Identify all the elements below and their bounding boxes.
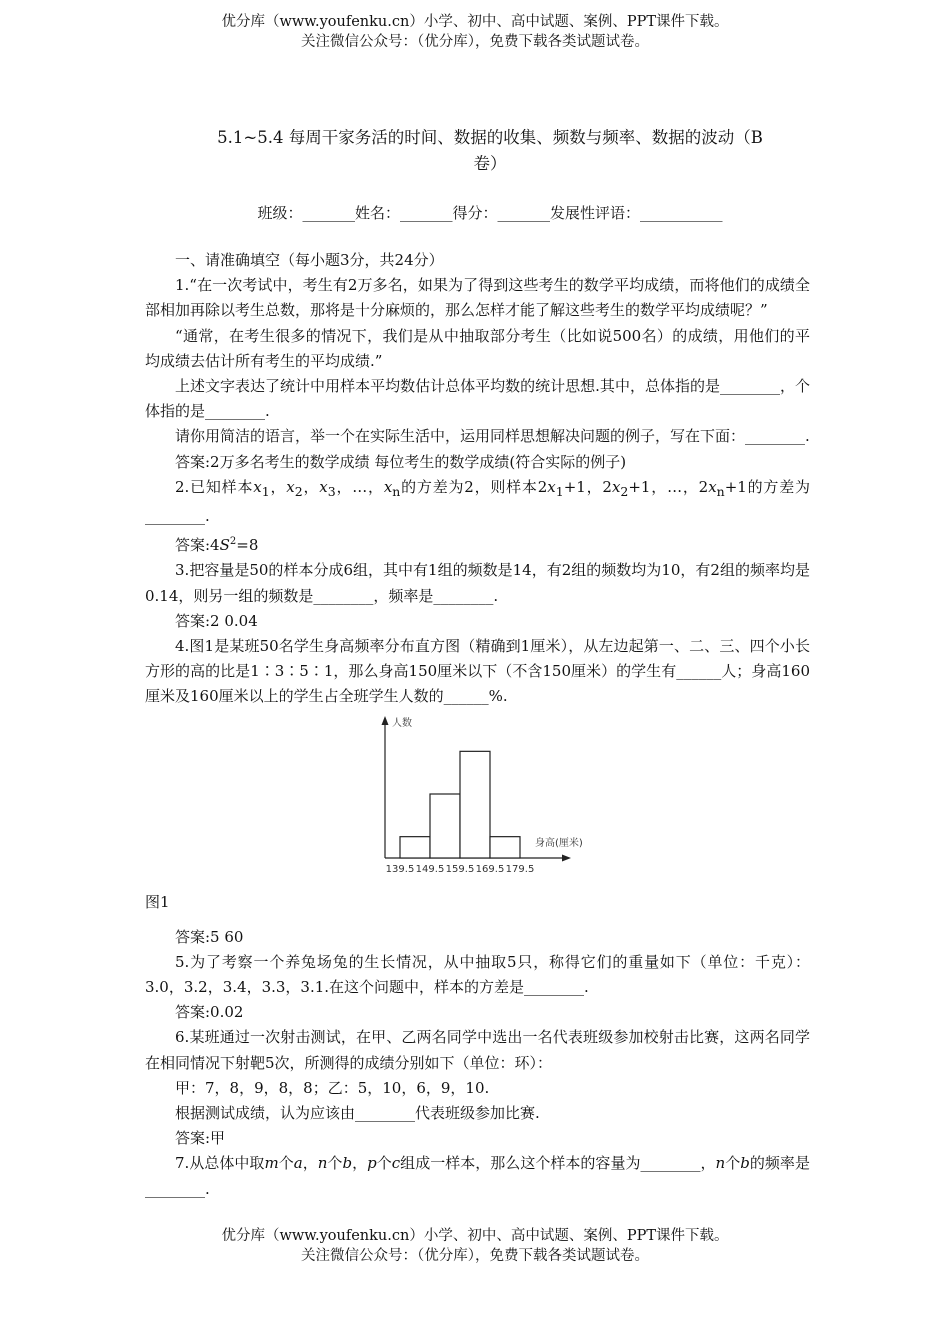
q6-question: 6.某班通过一次射击测试，在甲、乙两名同学中选出一名代表班级参加校射击比赛，这两名同学在相同情况下射靶5次，所测得的成绩分别如下（单位：环）： — [145, 1028, 810, 1072]
section-heading: 一、请准确填空（每小题3分，共24分） — [175, 251, 444, 269]
histogram-bar-2 — [430, 794, 460, 858]
q7-question: 7.从总体中取m个a，n个b，p个c组成一样本，那么这个样本的容量为________，n个b的频率是________. — [145, 1154, 810, 1198]
y-axis-arrow — [382, 716, 389, 725]
question-body — [145, 248, 810, 1202]
q6-ask: 根据测试成绩，认为应该由________代表班级参加比赛. — [175, 1104, 540, 1123]
q1-paragraph-2: “通常，在考生很多的情况下，我们是从中抽取部分考生（比如说500名）的成绩，用他们的平均成绩去估计所有考生的平均成绩.” — [145, 326, 810, 370]
student-info-line: 班级：_______姓名：_______得分：_______发展性评语：___________ — [257, 204, 723, 222]
height-histogram — [375, 714, 605, 874]
x-tick-label: 179.5 — [505, 863, 535, 874]
title-line-1: 5.1~5.4 每周干家务活的时间、数据的收集、频数与频率、数据的波动（B — [217, 128, 763, 147]
x-axis-arrow — [562, 854, 571, 861]
q6-scores: 甲：7，8，9，8，8；乙：5，10，6，9，10. — [175, 1078, 490, 1097]
histogram-bar-3 — [460, 751, 490, 858]
q3-answer: 答案:2 0.04 — [175, 611, 258, 630]
x-tick-label: 139.5 — [385, 863, 415, 874]
page-header-top — [0, 12, 950, 52]
histogram-figure — [145, 710, 810, 925]
y-axis-label: 人数 — [392, 717, 412, 729]
q1-paragraph-4: 请你用简洁的语言，举一个在实际生活中，运用同样思想解决问题的例子，写在下面：________. — [175, 427, 810, 446]
header-line-1: 优分库（www.youfenku.cn）小学、初中、高中试题、案例、PPT课件下载。 — [221, 14, 729, 30]
q4-question: 4.图1是某班50名学生身高频率分布直方图（精确到1厘米），从左边起第一、二、三、四个小长方形的高的比是1∶3∶5∶1，那么身高150厘米以下（不含150厘米）的学生有______人；身高160厘米及160厘米以上的学生占全班学生人数的______%. — [145, 637, 810, 706]
q5-question: 5.为了考察一个养兔场兔的生长情况，从中抽取5只，称得它们的重量如下（单位：千克）：3.0，3.2，3.4，3.3，3.1.在这个问题中，样本的方差是________. — [145, 952, 810, 997]
page-title — [180, 125, 800, 177]
q1-paragraph-3: 上述文字表达了统计中用样本平均数估计总体平均数的统计思想.其中，总体指的是________，个体指的是________. — [145, 377, 810, 421]
q4-answer: 答案:5 60 — [175, 927, 244, 946]
q1-answer: 答案:2万多名考生的数学成绩 每位考生的数学成绩(符合实际的例子) — [175, 452, 627, 471]
q5-answer: 答案:0.02 — [175, 1003, 244, 1022]
q6-answer: 答案:甲 — [175, 1129, 226, 1148]
footer-line-1: 优分库（www.youfenku.cn）小学、初中、高中试题、案例、PPT课件下载。 — [221, 1228, 729, 1244]
x-axis-label: 身高(厘米) — [535, 837, 583, 849]
x-tick-label: 149.5 — [415, 863, 445, 874]
header-line-2: 关注微信公众号：（优分库），免费下载各类试题试卷。 — [301, 34, 649, 50]
q3-question: 3.把容量是50的样本分成6组，其中有1组的频数是14，有2组的频数均为10，有2组的频率均是0.14，则另一组的频数是________，频率是________. — [145, 561, 810, 605]
q2-question: 2.已知样本$x_1$，$x_2$，$x_3$，…，$x_n$的方差为2，则样本$2x_1+1$，$2x_2+1$，…，$2x_n+1$的方差为________. — [145, 477, 810, 526]
x-tick-label: 159.5 — [445, 863, 475, 874]
q1-paragraph-1: 1.“在一次考试中，考生有2万多名，如果为了得到这些考生的数学平均成绩，而将他们的成绩全部相加再除以考生总数，那将是十分麻烦的，那么怎样才能了解这些考生的数学平均成绩呢？” — [145, 276, 810, 320]
x-tick-label: 169.5 — [475, 863, 505, 874]
page-footer — [0, 1226, 950, 1266]
histogram-bar-1 — [400, 836, 430, 857]
figure-caption: 图1 — [145, 892, 170, 911]
footer-line-2: 关注微信公众号：（优分库），免费下载各类试题试卷。 — [301, 1248, 649, 1264]
title-line-2: 卷） — [473, 154, 507, 173]
histogram-bar-4 — [490, 836, 520, 857]
q2-answer: 答案$:4S^2=8$ — [175, 536, 259, 555]
